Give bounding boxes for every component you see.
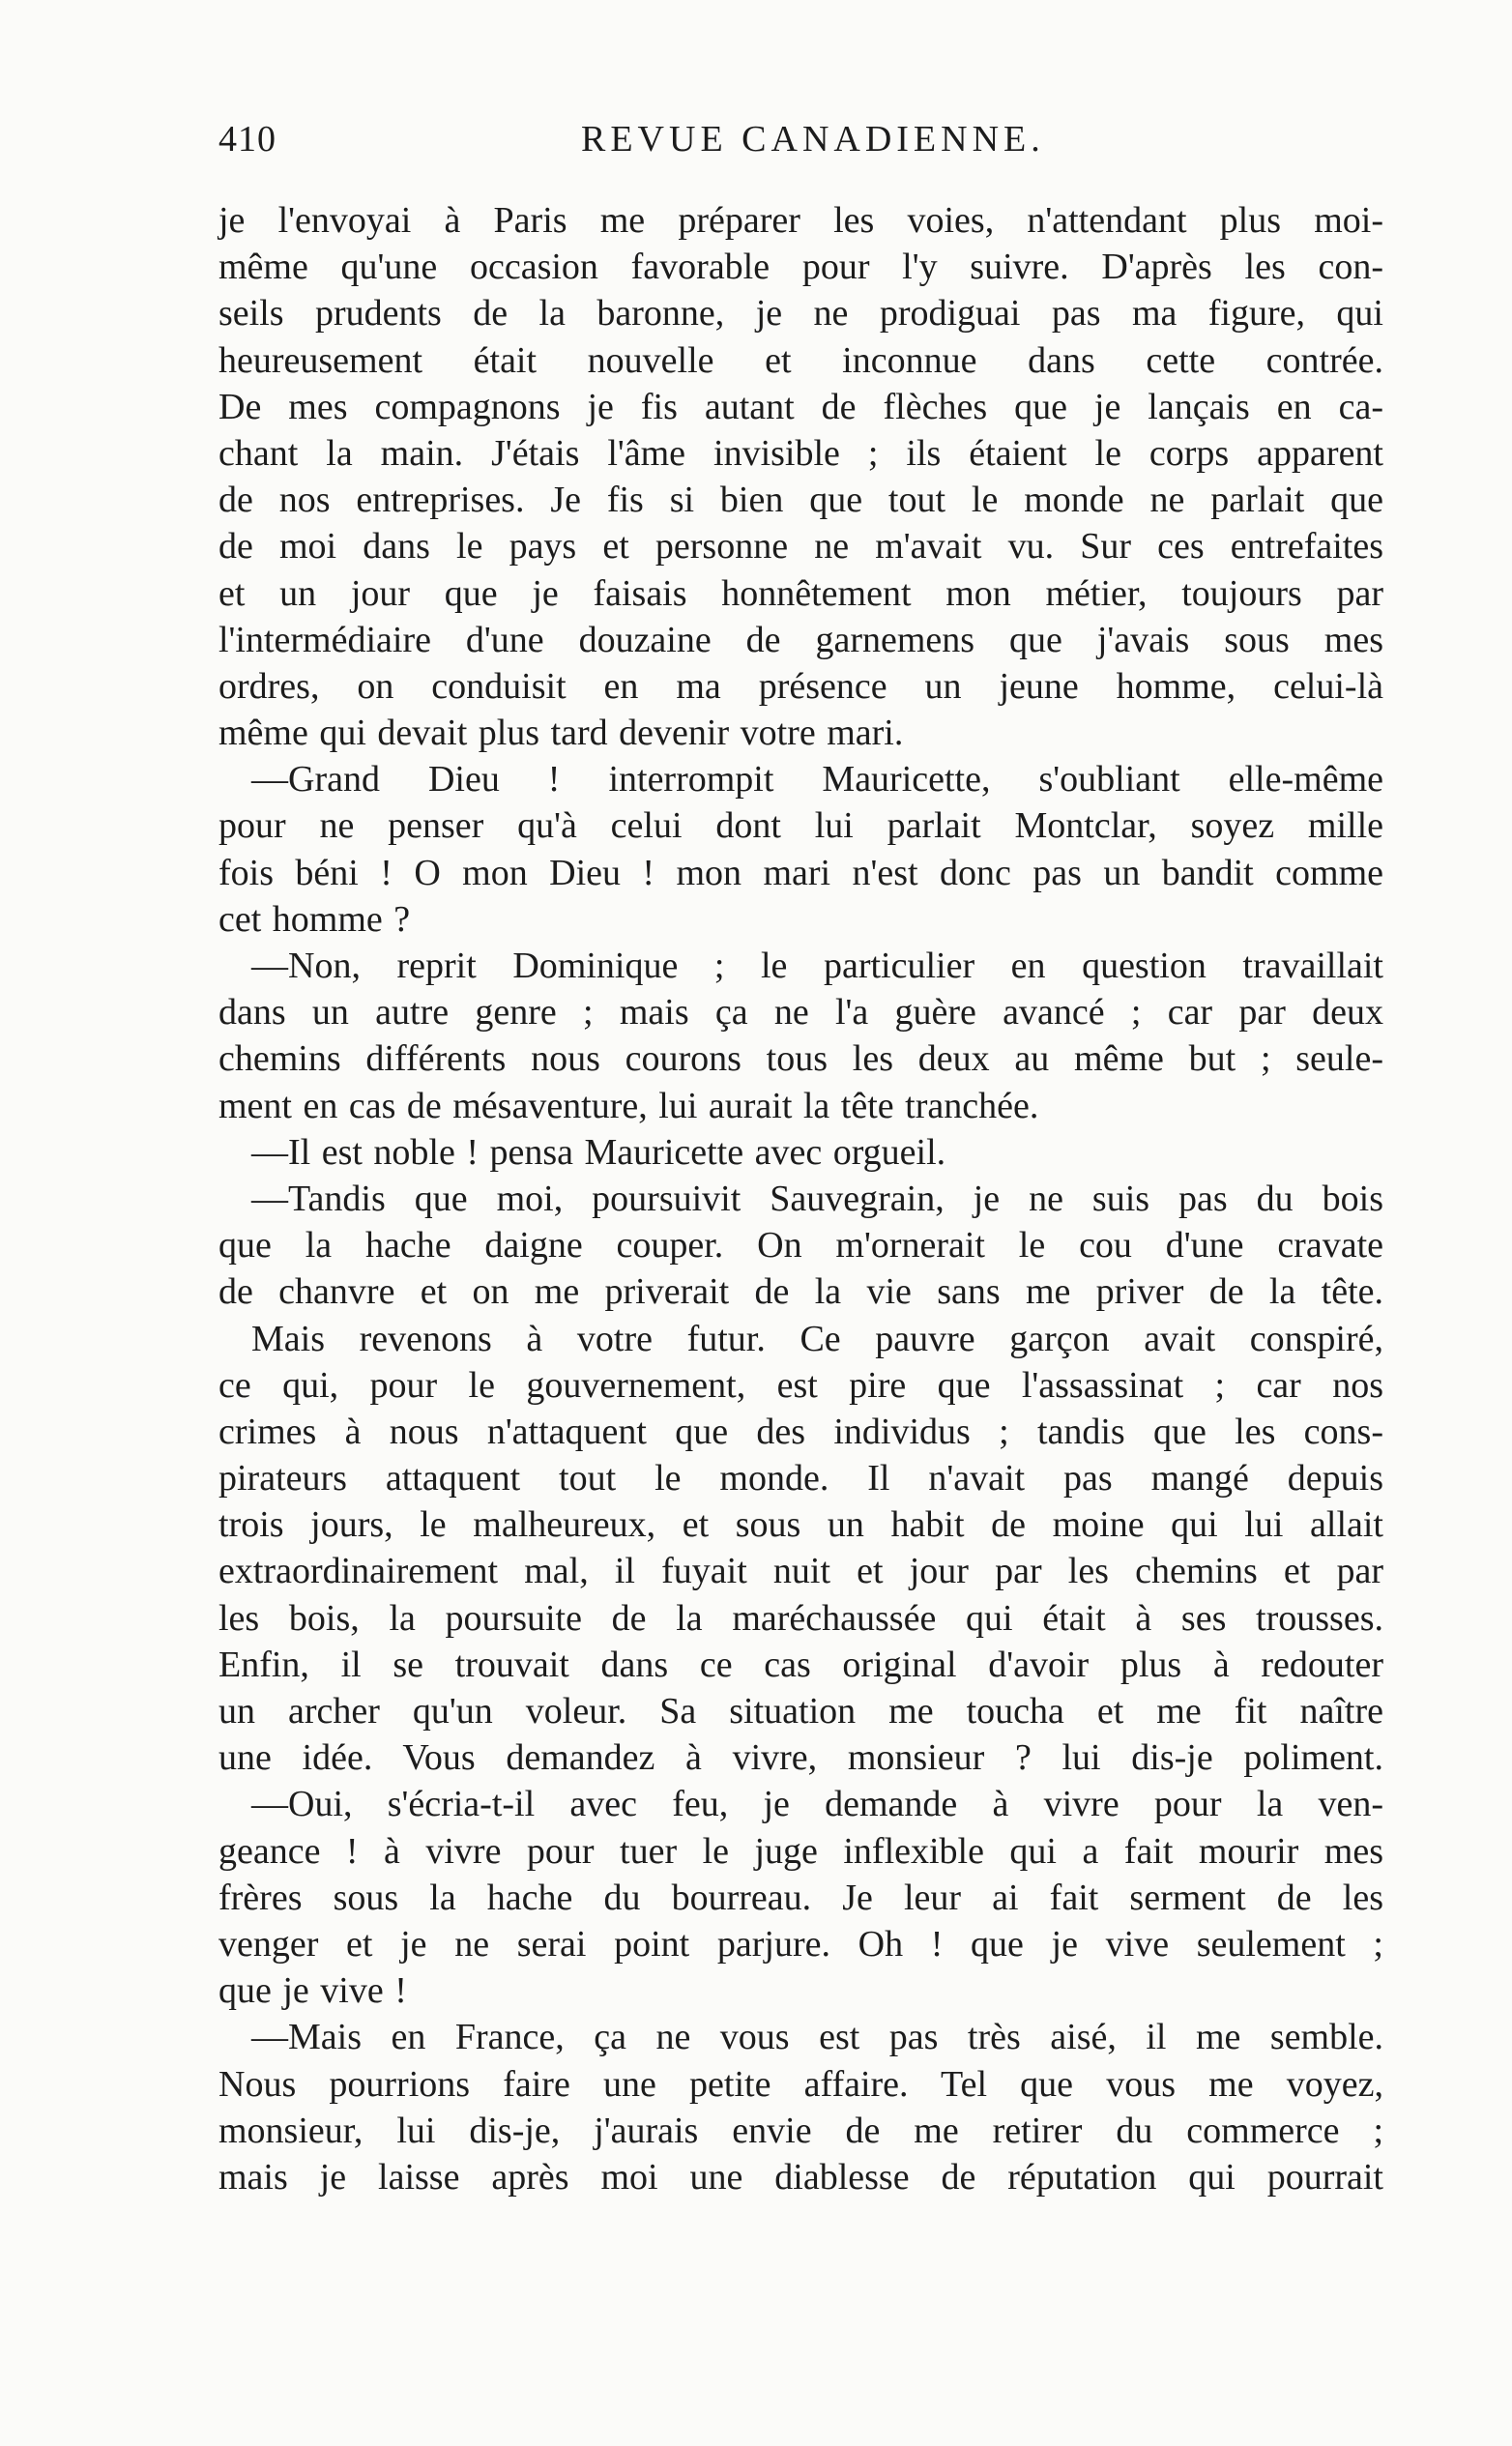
text-line: de chanvre et on me priverait de la vie sans me priver de la tête. — [218, 1271, 1383, 1313]
text-line: venger et je ne serai point parjure. Oh ! que je vive seulement ; — [218, 1923, 1383, 1965]
text-line: seils prudents de la baronne, je ne prodiguai pas ma figure, qui — [218, 293, 1383, 335]
text-line: de nos entreprises. Je fis si bien que tout le monde ne parlait que — [218, 480, 1383, 521]
text-line: chant la main. J'étais l'âme invisible ; ils étaient le corps apparent — [218, 432, 1383, 474]
text-line: frères sous la hache du bourreau. Je leur ai fait serment de les — [218, 1877, 1383, 1918]
text-line: les bois, la poursuite de la maréchaussée qui était à ses trousses. — [218, 1597, 1383, 1639]
text-line: même qui devait plus tard devenir votre mari. — [218, 713, 904, 754]
text-line: extraordinairement mal, il fuyait nuit et jour par les chemins et par — [218, 1551, 1383, 1592]
text-line: que la hache daigne couper. On m'ornerait le cou d'une cravate — [218, 1225, 1383, 1267]
text-line: crimes à nous n'attaquent que des individus ; tandis que les cons- — [218, 1411, 1383, 1452]
text-line: Nous pourrions faire une petite affaire. Tel que vous me voyez, — [218, 2063, 1383, 2105]
text-line: geance ! à vivre pour tuer le juge inflexible qui a fait mourir mes — [218, 1830, 1383, 1872]
text-line: cet homme ? — [218, 898, 411, 940]
text-line: —Grand Dieu ! interrompit Mauricette, s'oubliant elle-même — [251, 759, 1383, 801]
text-line: une idée. Vous demandez à vivre, monsieur ? lui dis-je poliment. — [218, 1737, 1383, 1779]
text-line: dans un autre genre ; mais ça ne l'a guère avancé ; car par deux — [218, 992, 1383, 1034]
text-line: —Non, reprit Dominique ; le particulier en question travaillait — [251, 946, 1383, 986]
text-line: Mais revenons à votre futur. Ce pauvre garçon avait conspiré, — [251, 1318, 1383, 1359]
text-line: —Tandis que moi, poursuivit Sauvegrain, je ne suis pas du bois — [251, 1178, 1383, 1219]
text-line: et un jour que je faisais honnêtement mon métier, toujours par — [218, 572, 1383, 614]
text-line: trois jours, le malheureux, et sous un habit de moine qui lui allait — [218, 1504, 1383, 1546]
text-line: même qu'une occasion favorable pour l'y suivre. D'après les con- — [218, 247, 1383, 288]
text-line: fois béni ! O mon Dieu ! mon mari n'est donc pas un bandit comme — [218, 852, 1383, 893]
text-line: De mes compagnons je fis autant de flèches que je lançais en ca- — [218, 386, 1383, 427]
text-line: que je vive ! — [218, 1970, 407, 2012]
text-line: un archer qu'un voleur. Sa situation me toucha et me fit naître — [218, 1691, 1383, 1732]
text-line: —Mais en France, ça ne vous est pas très aisé, il me semble. — [251, 2017, 1383, 2058]
text-line: mais je laisse après moi une diablesse de réputation qui pourrait — [218, 2156, 1383, 2198]
page-number: 410 — [218, 119, 276, 160]
text-line: pirateurs attaquent tout le monde. Il n'avait pas mangé depuis — [218, 1458, 1383, 1500]
text-line: chemins différents nous courons tous les deux au même but ; seule- — [218, 1038, 1383, 1080]
text-line: de moi dans le pays et personne ne m'avait vu. Sur ces entrefaites — [218, 526, 1383, 568]
page-header — [218, 118, 1379, 176]
text-line: ment en cas de mésaventure, lui aurait la tête tranchée. — [218, 1085, 1039, 1126]
text-line: ce qui, pour le gouvernement, est pire que l'assassinat ; car nos — [218, 1364, 1383, 1406]
text-line: ordres, on conduisit en ma présence un jeune homme, celui-là — [218, 665, 1383, 707]
text-line: pour ne penser qu'à celui dont lui parlait Montclar, soyez mille — [218, 805, 1383, 847]
text-line: l'intermédiaire d'une douzaine de garnemens que j'avais sous mes — [218, 619, 1383, 660]
text-line: —Oui, s'écria-t-il avec feu, je demande à vivre pour la ven- — [251, 1784, 1383, 1825]
text-line: je l'envoyai à Paris me préparer les voies, n'attendant plus moi- — [218, 200, 1383, 241]
text-line: —Il est noble ! pensa Mauricette avec orgueil. — [251, 1131, 946, 1173]
running-title: REVUE CANADIENNE. — [581, 119, 1045, 160]
text-line: heureusement était nouvelle et inconnue dans cette contrée. — [218, 339, 1383, 381]
body-text — [218, 197, 1383, 2200]
text-line: monsieur, lui dis-je, j'aurais envie de me retirer du commerce ; — [218, 2110, 1383, 2151]
text-line: Enfin, il se trouvait dans ce cas original d'avoir plus à redouter — [218, 1644, 1383, 1685]
